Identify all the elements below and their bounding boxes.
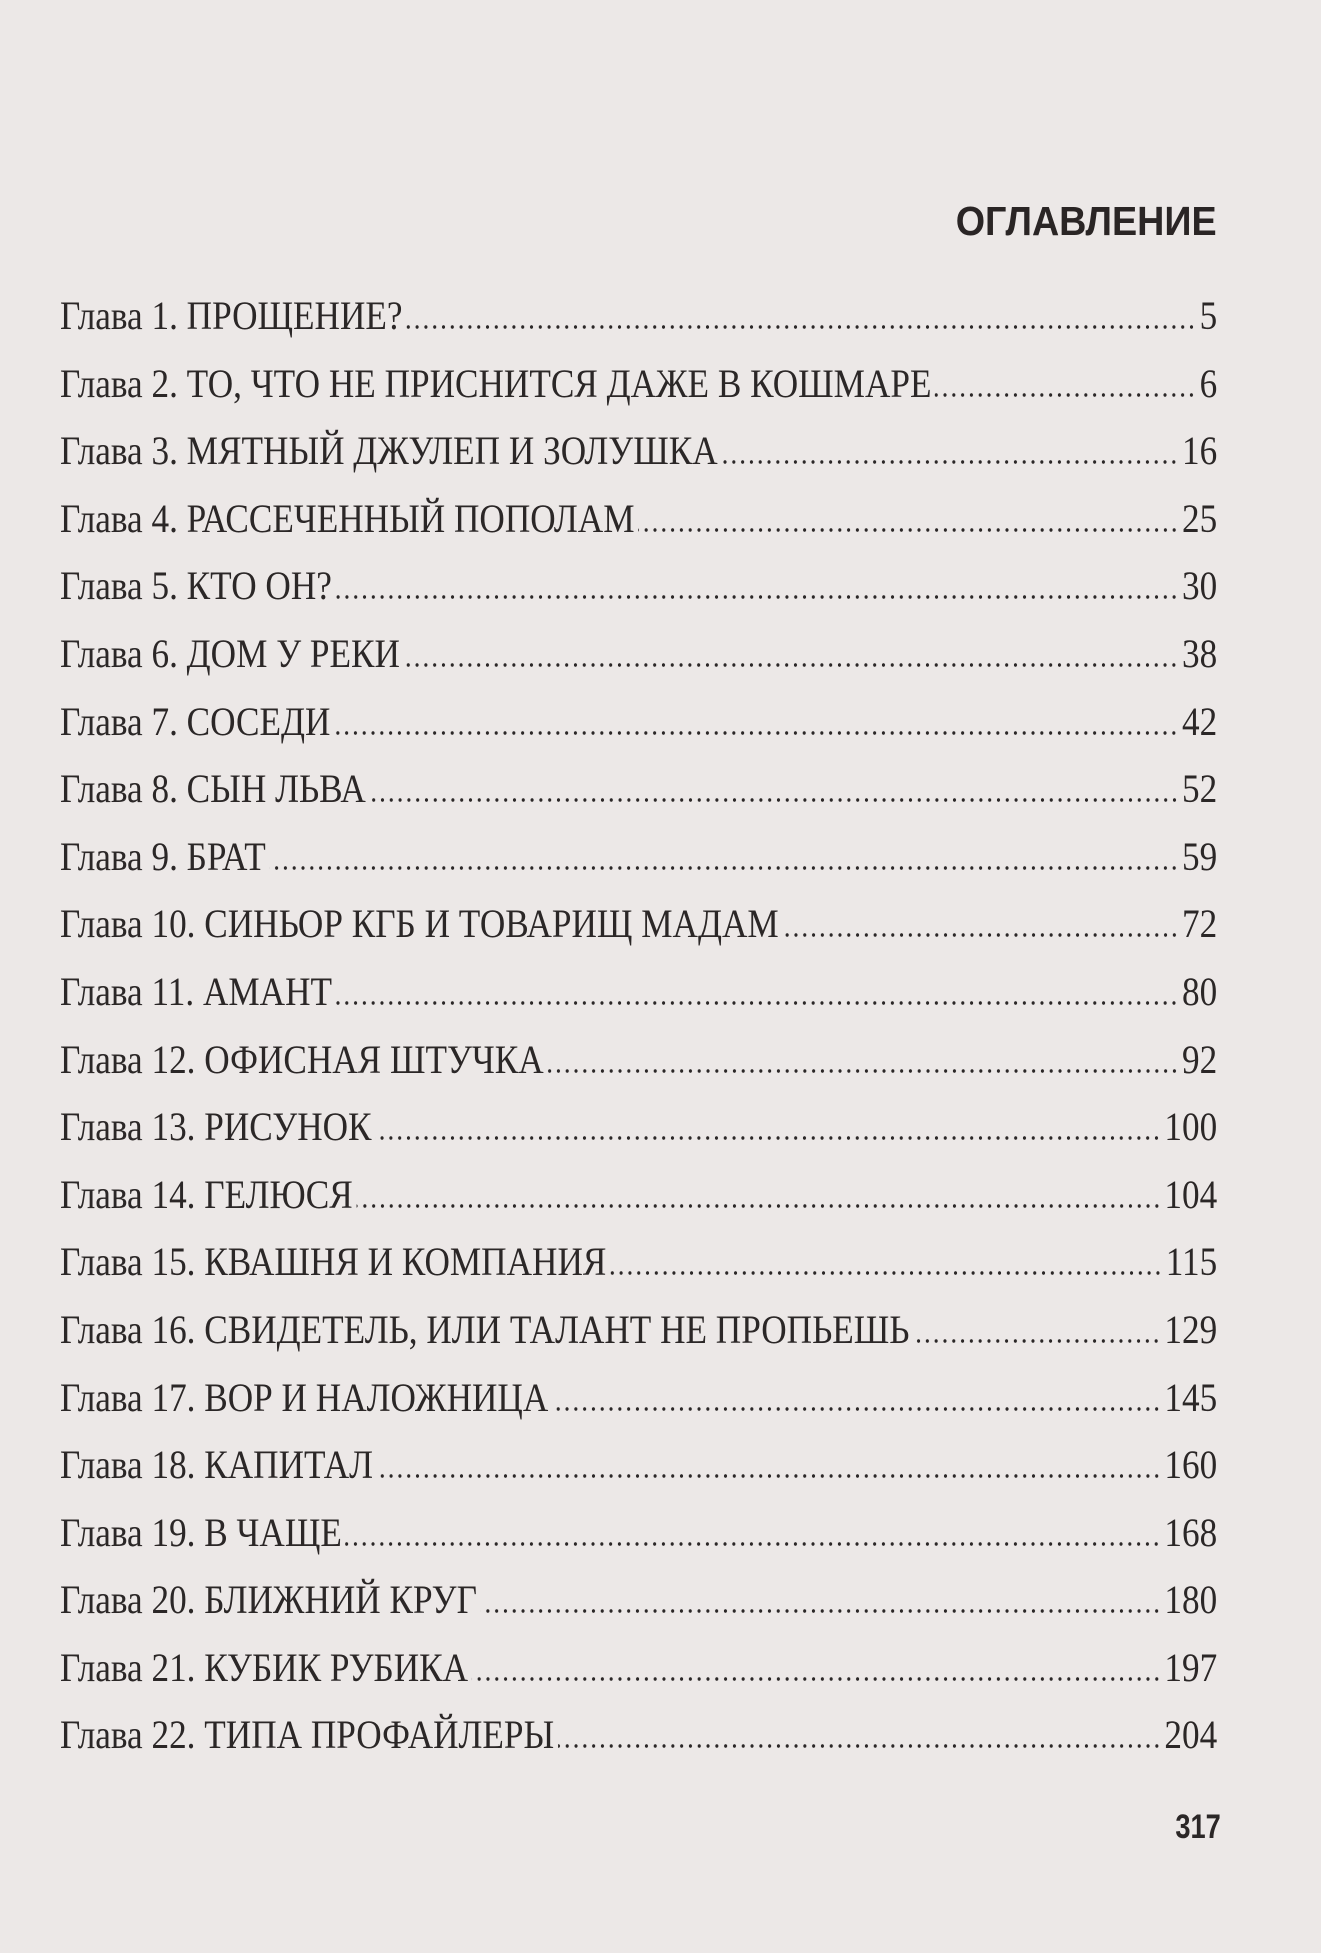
toc-entry xyxy=(60,1634,1217,1702)
toc-entry xyxy=(60,958,1217,1026)
chapter-page: 115 xyxy=(1165,1239,1218,1285)
chapter-page: 6 xyxy=(1199,360,1218,406)
chapter-page: 80 xyxy=(1182,968,1218,1014)
dot-leader xyxy=(472,1677,1161,1681)
chapter-title: Глава 7. СОСЕДИ xyxy=(60,698,331,744)
dot-leader xyxy=(558,1744,1161,1748)
chapter-title: Глава 1. ПРОЩЕНИЕ? xyxy=(60,293,403,338)
dot-leader xyxy=(377,1474,1161,1478)
dot-leader xyxy=(403,663,1178,667)
dot-leader xyxy=(336,1001,1179,1005)
toc-entry xyxy=(60,1364,1217,1432)
chapter-title: Глава 8. СЫН ЛЬВА xyxy=(60,766,366,812)
dot-leader xyxy=(375,1136,1161,1140)
chapter-title: Глава 17. ВОР И НАЛОЖНИЦА xyxy=(60,1374,549,1420)
chapter-page: 52 xyxy=(1182,766,1218,812)
toc-entry xyxy=(60,620,1217,688)
dot-leader xyxy=(356,1204,1161,1208)
toc-entry xyxy=(60,1093,1217,1161)
chapter-page: 30 xyxy=(1182,563,1218,609)
toc-entry xyxy=(60,688,1217,756)
page-number: 317 xyxy=(1175,1808,1221,1846)
chapter-title: Глава 11. АМАНТ xyxy=(60,968,333,1014)
dot-leader xyxy=(369,798,1178,802)
chapter-page: 129 xyxy=(1164,1306,1218,1352)
toc-entry xyxy=(60,755,1217,823)
chapter-page: 59 xyxy=(1182,833,1218,879)
toc-entry xyxy=(60,1228,1217,1296)
chapter-page: 100 xyxy=(1164,1104,1218,1150)
dot-leader xyxy=(935,393,1196,397)
chapter-page: 104 xyxy=(1164,1171,1218,1217)
chapter-title: Глава 22. ТИПА ПРОФАЙЛЕРЫ xyxy=(60,1712,555,1758)
chapter-title: Глава 12. ОФИСНАЯ ШТУЧКА xyxy=(60,1036,544,1082)
dot-leader xyxy=(638,528,1178,532)
chapter-title: Глава 6. ДОМ У РЕКИ xyxy=(60,630,400,676)
chapter-page: 16 xyxy=(1182,428,1218,474)
toc-entry xyxy=(60,1161,1217,1229)
dot-leader xyxy=(721,460,1178,464)
dot-leader xyxy=(345,1542,1160,1546)
dot-leader xyxy=(335,595,1178,599)
toc-entry xyxy=(60,350,1217,418)
chapter-title: Глава 18. КАПИТАЛ xyxy=(60,1442,374,1488)
chapter-page: 197 xyxy=(1164,1644,1218,1690)
chapter-page: 204 xyxy=(1164,1712,1218,1758)
dot-leader xyxy=(269,866,1178,870)
chapter-page: 5 xyxy=(1199,293,1218,338)
chapter-title: Глава 16. СВИДЕТЕЛЬ, ИЛИ ТАЛАНТ НЕ ПРОПЬЕШЬ xyxy=(60,1306,910,1352)
chapter-title: Глава 3. МЯТНЫЙ ДЖУЛЕП И ЗОЛУШКА xyxy=(60,428,718,474)
dot-leader xyxy=(334,731,1179,735)
chapter-title: Глава 5. КТО ОН? xyxy=(60,563,332,609)
toc-entry xyxy=(60,890,1217,958)
toc-entry xyxy=(60,485,1217,553)
chapter-title: Глава 4. РАССЕЧЕННЫЙ ПОПОЛАМ xyxy=(60,495,635,541)
chapter-title: Глава 19. В ЧАЩЕ xyxy=(60,1509,342,1555)
chapter-page: 168 xyxy=(1164,1509,1218,1555)
dot-leader xyxy=(782,933,1178,937)
dot-leader xyxy=(552,1407,1161,1411)
toc-entry xyxy=(60,552,1217,620)
toc-entry xyxy=(60,1566,1217,1634)
chapter-page: 72 xyxy=(1182,901,1218,947)
toc-heading: ОГЛАВЛЕНИЕ xyxy=(956,198,1217,244)
toc-entry xyxy=(60,1499,1217,1567)
chapter-title: Глава 14. ГЕЛЮСЯ xyxy=(60,1171,353,1217)
toc-entry xyxy=(60,1701,1217,1769)
chapter-page: 38 xyxy=(1182,630,1218,676)
chapter-page: 145 xyxy=(1164,1374,1218,1420)
dot-leader xyxy=(547,1069,1178,1073)
toc-entry xyxy=(60,823,1217,891)
chapter-page: 42 xyxy=(1182,698,1218,744)
dot-leader xyxy=(913,1339,1161,1343)
dot-leader xyxy=(480,1609,1160,1613)
table-of-contents xyxy=(60,282,1217,1769)
chapter-title: Глава 10. СИНЬОР КГБ И ТОВАРИЩ МАДАМ xyxy=(60,901,779,947)
chapter-page: 180 xyxy=(1164,1577,1218,1623)
chapter-title: Глава 9. БРАТ xyxy=(60,833,266,879)
chapter-title: Глава 2. ТО, ЧТО НЕ ПРИСНИТСЯ ДАЖЕ В КОШМАРЕ xyxy=(60,360,932,406)
chapter-title: Глава 15. КВАШНЯ И КОМПАНИЯ xyxy=(60,1239,607,1285)
toc-entry xyxy=(60,282,1217,350)
dot-leader xyxy=(406,325,1196,329)
toc-entry xyxy=(60,417,1217,485)
chapter-page: 25 xyxy=(1182,495,1218,541)
chapter-page: 92 xyxy=(1182,1036,1218,1082)
toc-entry xyxy=(60,1026,1217,1094)
chapter-title: Глава 20. БЛИЖНИЙ КРУГ xyxy=(60,1577,477,1623)
chapter-page: 160 xyxy=(1164,1442,1218,1488)
toc-entry xyxy=(60,1431,1217,1499)
toc-entry xyxy=(60,1296,1217,1364)
chapter-title: Глава 13. РИСУНОК xyxy=(60,1104,372,1150)
chapter-title: Глава 21. КУБИК РУБИКА xyxy=(60,1644,469,1690)
dot-leader xyxy=(610,1271,1162,1275)
